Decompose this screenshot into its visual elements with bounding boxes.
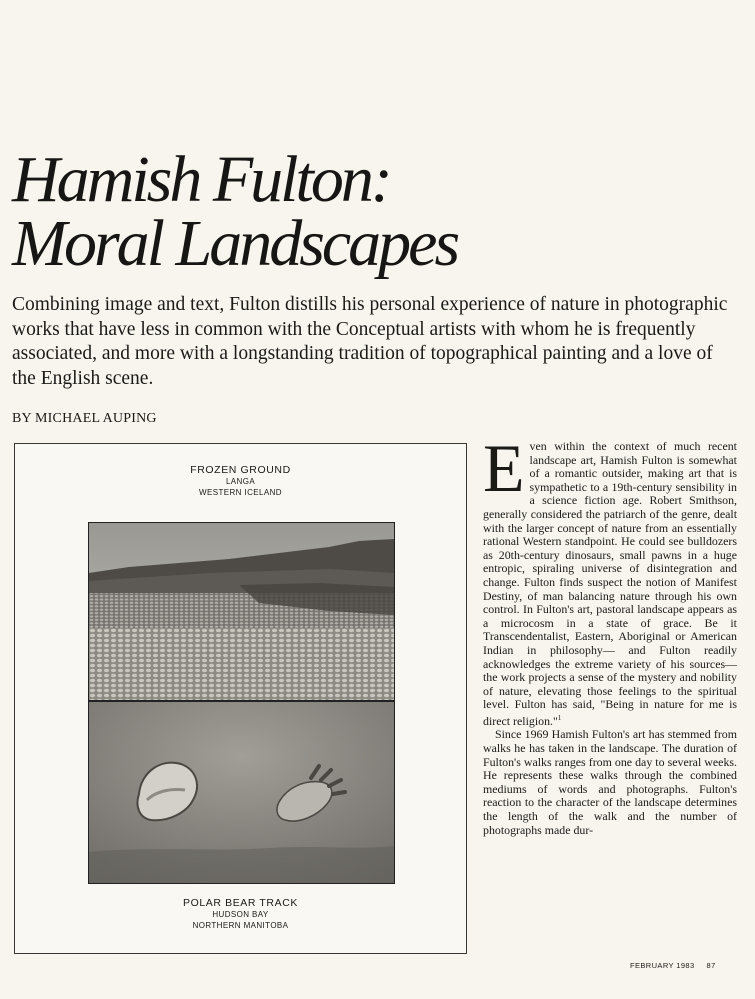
bottom-caption: [15, 897, 466, 931]
top-caption-line-1: LANGA: [225, 477, 256, 486]
drop-cap: E: [483, 430, 525, 506]
body-paragraph-1: [483, 430, 737, 728]
article-dek: Combining image and text, Fulton distills his personal experience of nature in photographic works that have less in common with the Conceptual artists with whom he is frequently associated, and more with a longstanding tradition of topographical painting and a love of the English scene.: [12, 294, 728, 389]
title-line-2: Moral Landscapes: [12, 207, 458, 280]
page-number: 87: [706, 961, 716, 970]
page-folio: [630, 961, 716, 970]
polar-bear-track-photo: [88, 701, 395, 884]
paragraph-1-text: ven within the context of much recent landscape art, Hamish Fulton is somewhat of a romantic outsider, making art that is sympathetic to a 19th-century sensibility in a science fiction age. Robert Smithson, generally considered the patriarch of the genre, dealt with the larger concept of nature from an essentially rational Western standpoint. He could see bulldozers as 20th-century dinosaurs, small pawns in a huge entropic, spiraling universe of disintegration and change. Fulton finds suspect the notion of Manifest Destiny, of man balancing nature through his own control. In Fulton's art, pastoral landscape appears as a microcosm in a state of grace. Be it Transcendentalist, Eastern, Aboriginal or American Indian in philosophy— and Fulton readily acknowledges the extreme variety of his sources—the work projects a sense of the mystery and nobility of nature, elevating those feelings to the spiritual level. Fulton has said, "Being in nature for me is direct religion.": [483, 439, 737, 728]
top-caption-line-2: WESTERN ICELAND: [199, 488, 282, 497]
frozen-ground-photo: [88, 522, 395, 701]
footnote-mark: 1: [557, 713, 562, 722]
issue-date: FEBRUARY 1983: [630, 961, 695, 970]
photo-artwork-frame: [14, 443, 467, 954]
title-line-1: Hamish Fulton:: [12, 143, 390, 216]
bottom-caption-line-2: NORTHERN MANITOBA: [192, 921, 289, 930]
article-body: [483, 430, 737, 837]
bottom-caption-line-1: HUDSON BAY: [212, 910, 269, 919]
polar-bear-track-image: [89, 702, 394, 883]
byline: BY MICHAEL AUPING: [12, 411, 157, 426]
body-paragraph-2: Since 1969 Hamish Fulton's art has stemmed from walks he has taken in the landscape. The duration of Fulton's walks ranges from one day to several weeks. He represents these walks through the combined mediums of words and photographs. Fulton's reaction to the character of the landscape determines the length of the walk and the number of photographs made dur-: [483, 727, 737, 837]
top-caption-heading: FROZEN GROUND: [190, 464, 291, 476]
bottom-caption-heading: POLAR BEAR TRACK: [182, 897, 299, 909]
frozen-ground-image: [89, 523, 394, 700]
article-title: [12, 143, 458, 280]
top-caption: [15, 464, 466, 498]
